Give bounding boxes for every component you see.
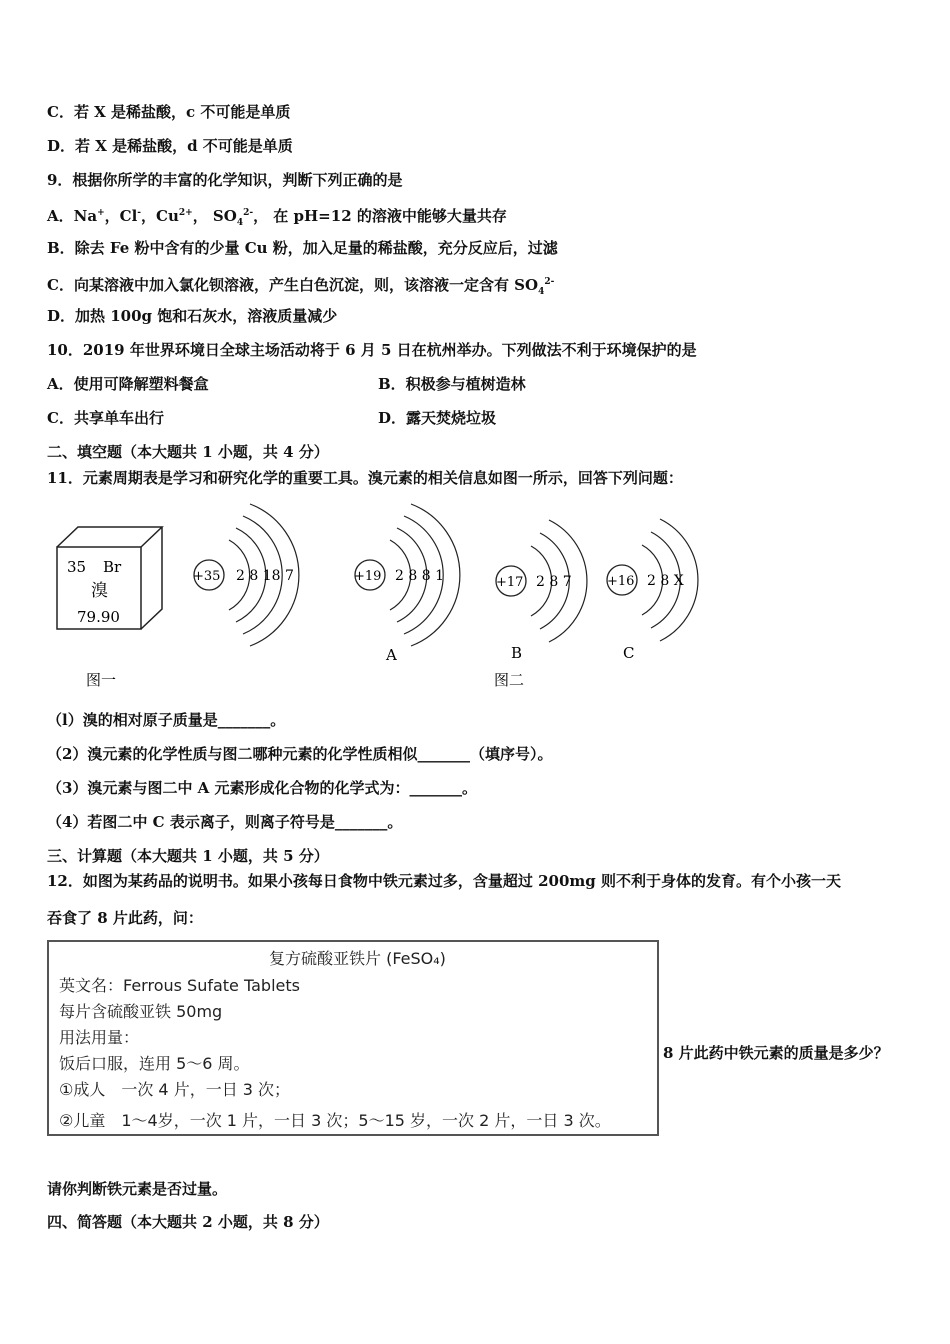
q9-option-b: B．除去 Fe 粉中含有的少量 Cu 粉，加入足量的稀盐酸，充分反应后，过滤 [47,239,558,257]
atom-b [496,520,587,662]
q8-option-d: D．若 X 是稀盐酸，d 不可能是单质 [47,137,293,155]
leaflet-line-1: 英文名：Ferrous Sufate Tablets [59,976,300,995]
q9-option-a: A．Na+，Cl-，$Cu^{2+}$， $SO_4^{2-}$， 在 pH=12 的溶液中能够大量共存 [47,207,507,228]
q10-option-c: C．共享单车出行 [47,409,164,427]
atom-a [354,504,460,664]
q11-part-1: （l）溴的相对原子质量是_______。 [47,711,286,729]
leaflet-line-4: 饭后口服，连用 5～6 周。 [59,1054,250,1073]
svg-text:+19: +19 [354,569,382,584]
q12-stem-line2: 吞食了 8 片此药，问： [47,909,203,927]
section-2-heading: 二、填空题（本大题共 1 小题，共 4 分） [47,443,329,461]
atom-figure [0,495,950,695]
q9-stem: 9．根据你所学的丰富的化学知识，判断下列正确的是 [47,171,403,189]
atom-c [607,519,698,662]
q10-option-b: B．积极参与植树造林 [378,375,526,393]
svg-text:+16: +16 [607,574,635,589]
q8-option-c: C．若 X 是稀盐酸，c 不可能是单质 [47,103,291,121]
svg-text:+17: +17 [496,575,524,590]
leaflet-line-2: 每片含硫酸亚铁 50mg [59,1002,223,1021]
svg-text:2 8 18 7: 2 8 18 7 [236,568,294,584]
q12-sub-question: 8 片此药中铁元素的质量是多少？ [663,1044,889,1062]
q9-option-d: D．加热 100g 饱和石灰水，溶液质量减少 [47,307,338,325]
element-name: 溴 [91,581,108,601]
leaflet-line-3: 用法用量： [59,1028,140,1047]
medicine-leaflet [47,940,659,1136]
atom-c-label: C [623,644,635,662]
section-3-heading: 三、计算题（本大题共 1 小题，共 5 分） [47,847,329,865]
leaflet-line-6: ②儿童 1～4岁，一次 1 片，一日 3 次；5～15 岁，一次 2 片，一日 3 次。 [59,1111,611,1130]
caption-fig1: 图一 [86,671,117,689]
svg-text:2 8 X: 2 8 X [647,573,684,589]
q11-part-2: （2）溴元素的化学性质与图二哪种元素的化学性质相似_______（填序号）。 [47,745,553,763]
element-symbol: Br [103,558,122,576]
svg-text:2 8 7: 2 8 7 [536,574,572,590]
q9-option-c: C．向某溶液中加入氯化钡溶液，产生白色沉淀，则，该溶液一定含有 $SO_4^{2-}$ [47,276,555,297]
q12-judge: 请你判断铁元素是否过量。 [47,1180,228,1198]
figure-drawing [0,495,950,695]
atom-a-label: A [386,646,397,664]
q11-part-3: （3）溴元素与图二中 A 元素形成化合物的化学式为：_______。 [47,779,478,797]
element-number: 35 [67,558,87,576]
q10-option-a: A．使用可降解塑料餐盒 [47,375,209,393]
q11-part-4: （4）若图二中 C 表示离子，则离子符号是_______。 [47,813,403,831]
svg-text:+35: +35 [193,569,221,584]
svg-text:2 8 8 1: 2 8 8 1 [395,568,444,584]
q10-stem: 10．2019 年世界环境日全球主场活动将于 6 月 5 日在杭州举办。下列做法不利于环境保护的是 [47,341,697,359]
atom-br [193,504,299,646]
caption-fig2: 图二 [494,671,525,689]
leaflet-line-5: ①成人 一次 4 片，一日 3 次； [59,1080,291,1099]
leaflet-title: 复方硫酸亚铁片 (FeSO₄) [269,949,446,968]
atom-b-label: B [511,644,523,662]
element-mass: 79.90 [77,608,120,626]
q12-stem-line1: 12．如图为某药品的说明书。如果小孩每日食物中铁元素过多，含量超过 200mg 则不利于身体的发育。有个小孩一天 [47,872,841,890]
q11-stem: 11．元素周期表是学习和研究化学的重要工具。溴元素的相关信息如图一所示，回答下列问题： [47,469,683,487]
q10-option-d: D．露天焚烧垃圾 [378,409,497,427]
section-4-heading: 四、简答题（本大题共 2 小题，共 8 分） [47,1213,329,1231]
